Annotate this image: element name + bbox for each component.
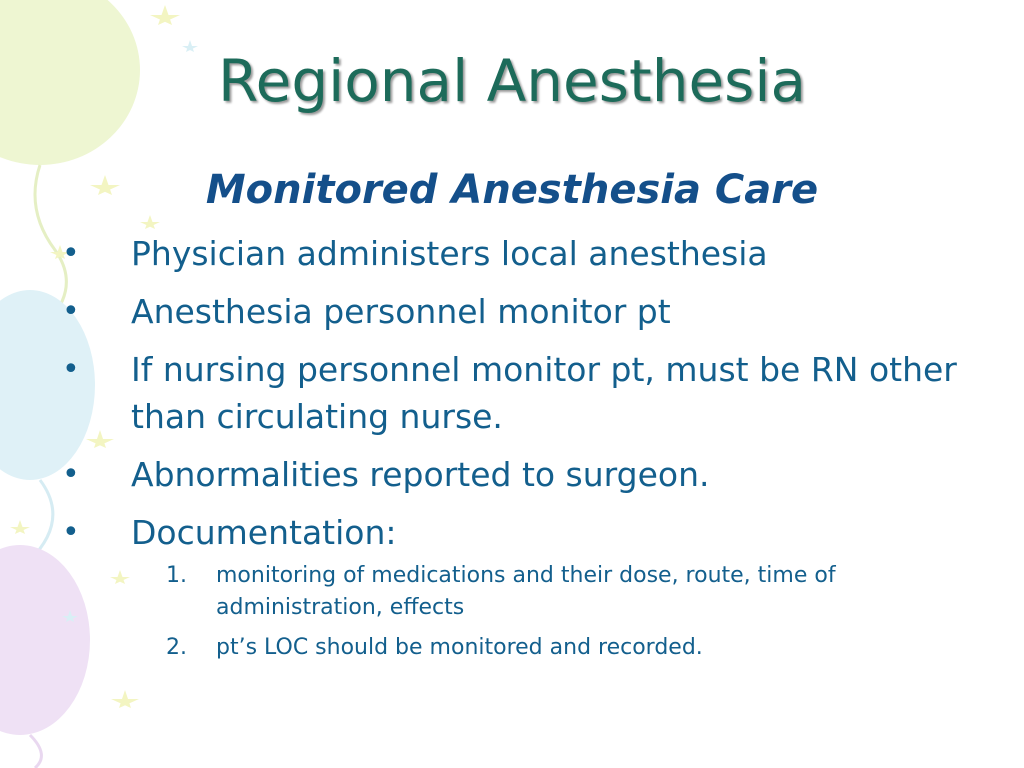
bullet-icon: • [62,515,80,550]
item-number: 1. [166,563,187,588]
item-number: 2. [166,635,187,660]
balloon-string-purple [30,735,41,768]
star-icon [150,5,180,25]
bullet-item [0,346,1024,440]
bullet-icon: • [62,352,80,387]
bullet-icon: • [62,294,80,329]
star-icon [111,690,139,708]
slide-subtitle: Monitored Anesthesia Care [205,167,819,213]
bullet-item [0,451,1024,498]
bullet-text: Anesthesia personnel monitor pt [131,292,671,331]
sublist-container [0,560,1024,664]
slide-title: Regional Anesthesia [217,47,807,115]
bullet-item [0,509,1024,556]
bullet-item [0,288,1024,335]
numbered-item [0,632,1024,664]
bullet-list [0,230,1024,672]
item-text: monitoring of medications and their dose, route, time of administration, effects [216,563,836,620]
bullet-item [0,230,1024,277]
numbered-sublist [0,560,1024,664]
bullet-text: Physician administers local anesthesia [131,234,768,273]
bullet-text: If nursing personnel monitor pt, must be RN other than circulating nurse. [131,350,957,436]
bullet-icon: • [62,236,80,271]
bullet-text: Documentation: [131,513,397,552]
item-text: pt’s LOC should be monitored and recorded. [216,635,703,660]
bullet-icon: • [62,457,80,492]
numbered-item [0,560,1024,624]
bullet-text: Abnormalities reported to surgeon. [131,455,710,494]
star-icon [140,215,160,229]
